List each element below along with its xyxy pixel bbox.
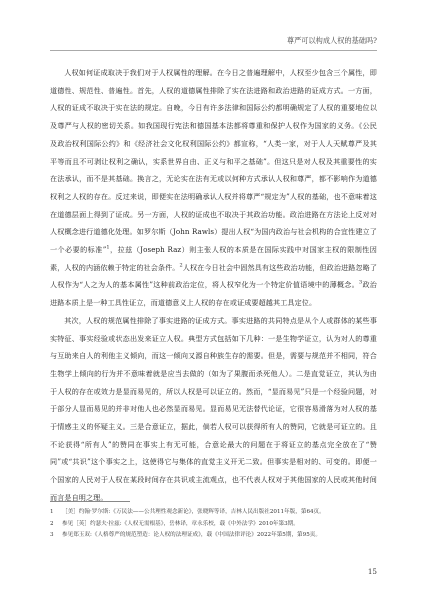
header-rule xyxy=(50,50,377,51)
paragraph-1 xyxy=(50,64,377,312)
footnote-number: 3 xyxy=(50,532,54,538)
footnote-ref-3: 3 xyxy=(359,280,363,287)
footnotes xyxy=(50,507,377,542)
footnote-number: 2 xyxy=(50,520,54,527)
running-header: 尊严可以构成人权的基础吗? xyxy=(286,36,377,45)
footnote-ref-1: 1 xyxy=(106,244,110,251)
footnote-rule xyxy=(50,501,130,502)
footnote-text: 参见郑玉双:《人格尊严的规范塑造：论人权的法理证成》，载《中国法律评论》2022年第5期，第95页。 xyxy=(62,532,321,538)
page-number: 15 xyxy=(367,567,377,576)
paragraph-1-part-3: 人权在今日社会中固然具有这些政治功能，但政治进路忽略了人权作为“人之为人的基本属性”这种前政治定位，将人权窄化为一个特定价值语境中的薄概念。 xyxy=(50,262,378,290)
footnote-number: 1 xyxy=(50,509,54,515)
footnote-ref-2: 2 xyxy=(179,262,183,269)
footnote xyxy=(50,519,377,531)
footnote-text: ［美］约翰·罗尔斯:《万民法——公共理性观念新论》，张晓辉等译，吉林人民出版社2011年版，第64页。 xyxy=(62,509,325,515)
footnote xyxy=(50,507,377,519)
body-text xyxy=(50,64,377,507)
paragraph-1-part-4: 政治进路本质上是一种工具性证立，而道德意义上人权的存在或证成要超越其工具定位。 xyxy=(50,280,377,308)
paragraph-2-text: 其次，人权的规范属性排除了事实进路的证成方式。事实进路的共同特点是从个人或群体的某些事实特征、事实经验或状态出发来证立人权。典型方式包括如下几种：一是生物学证立，认为对人的尊重与互助来自人的利他主义倾向，而这一倾向又源自种族生存的需要。但是，需要与规范并不相同，符合生物学上倾向的行为并不意味着就是应当去做的（如为了果腹而杀死他人）。二是直觉证立，其认为由于人权的存在或效力是显而易见的，所以人权是可以证立的。然而，“显而易见”只是一个经验问题，对于部分人显而易见的并非对他人也必然显而易见。显而易见无法替代论证，它很容易滑落为对人权的基于情感主义的怀疑主义。三是合意证立，据此，倘若人权可以获得所有人的赞同，它就是可证立的。且不论获得“所有人”的赞同在事实上有无可能，合意论最大的问题在于将证立的基点完全放在了“赞同”或“共识”这个事实之上，这使得它与集体的直觉主义开无二致。但事实是相对的、可变的。即便一个国家的人民对于人权在某段时间存在共识或主流观点，也不代表人权对于其他国家的人民或其他时间而言是自明之理。 xyxy=(50,315,377,502)
footnote-text: 参见［英］约瑟夫·拉兹:《人权无需根基》，岳林译，章永乐校，载《中外法学》2010年第3期。 xyxy=(62,520,299,527)
paragraph-2 xyxy=(50,312,377,507)
paragraph-1-part-2: ，拉兹（Joseph Raz）则主张人权的本质是在国际实践中对国家主权的限制性因素，人权的内涵依赖于特定的社会条件。 xyxy=(50,245,377,272)
footnote xyxy=(50,530,377,542)
paragraph-1-part-1: 人权如何证成取决于我们对于人权属性的理解。在今日之普遍理解中，人权至少包含三个属性，即道德性、规范性、普遍性。首先，人权的道德属性排除了实在法进路和政治进路的证成方式。一方面，人权的证成不取决于实在法的规定。自晚，今日有许多法律和国际公约都明确规定了人权的重要地位以及尊严与人权的密切关系。如我国现行宪法和德国基本法都将尊重和保护人权作为国家的义务。《公民及政治权利国际公约》和《经济社会文化权利国际公约》都宣称，“人类一家，对于人人天赋尊严及其平等而且不可剥让权利之确认，实系世界自由、正义与和平之基础”。但这只是对人权及其重要性的实在法承认，而不是其基础。换言之，无论实在法有无或以何种方式承认人权和尊严，都不影响作为道德权利之人权的存在。反过来说，即便实在法明确承认人权并将尊严“规定为”人权的基础，也不意味着这在道德层面上得到了证成。另一方面，人权的证成也不取决于其政治功能。政治进路在方法论上反对对人权概念进行道德化处理。如罗尔斯（John Rawls）提出人权“为国内政治与社会机构的合宜性建立了一个必要的标准” xyxy=(50,68,377,255)
